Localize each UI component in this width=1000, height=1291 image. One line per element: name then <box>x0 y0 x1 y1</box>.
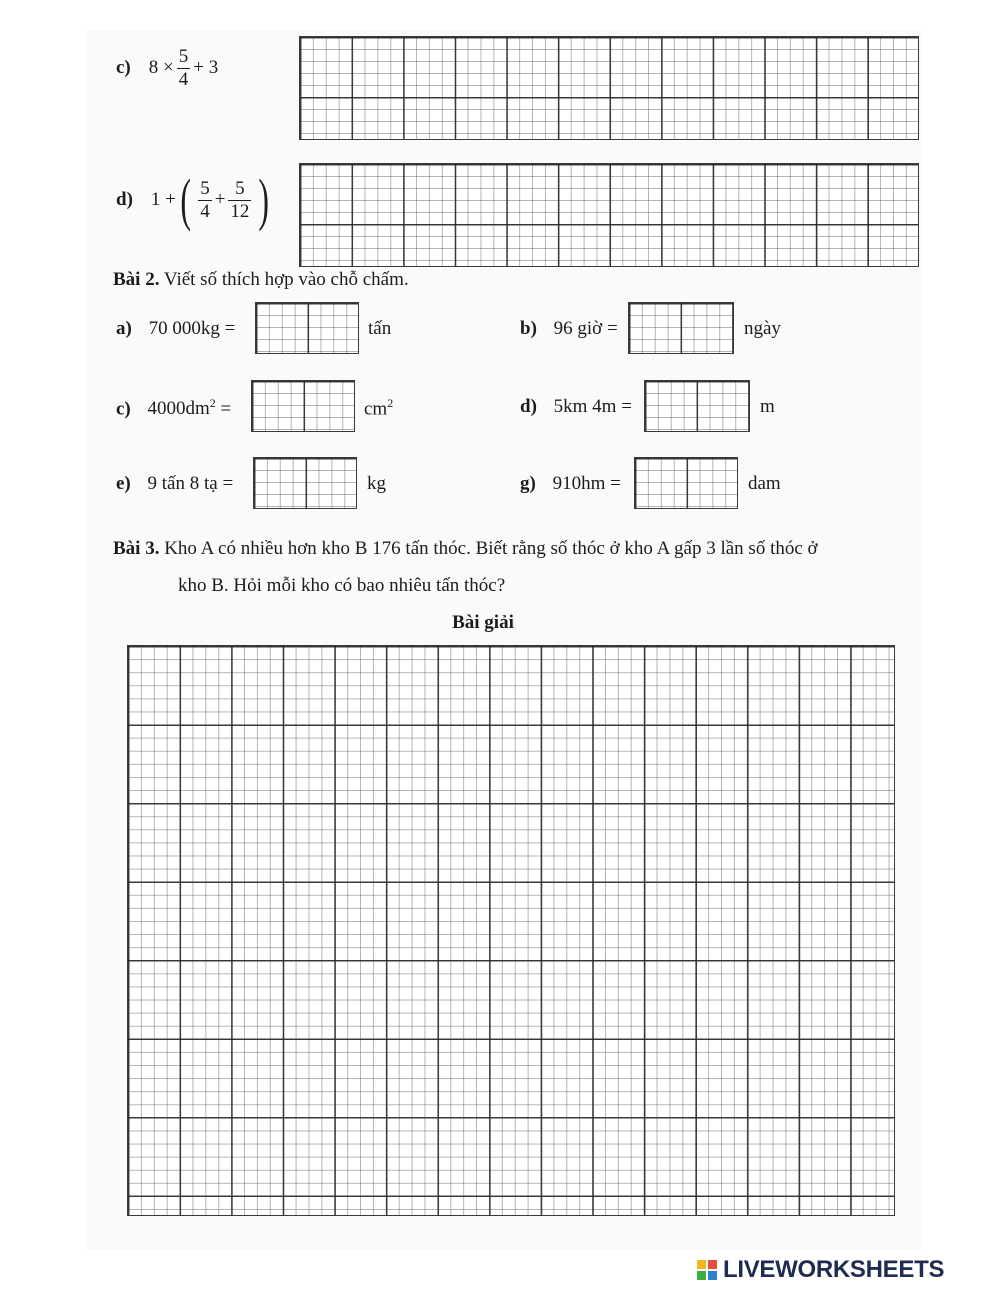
exercise-2-number: Bài 2. <box>113 269 160 290</box>
exercise-1d-expression <box>116 164 274 236</box>
unit-label: dam <box>748 473 781 494</box>
conversion-expression: 910hm = <box>552 473 621 494</box>
exercise-2a <box>116 318 235 340</box>
conversion-expression: 96 giờ = <box>553 318 618 339</box>
item-label: g) <box>520 473 536 494</box>
answer-grid-1d[interactable] <box>299 163 919 267</box>
exercise-2d <box>520 396 632 418</box>
expr-lead: 1 + <box>150 189 176 210</box>
item-label: d) <box>116 189 133 210</box>
exponent: 2 <box>387 396 394 410</box>
item-label: b) <box>520 318 537 339</box>
solution-grid[interactable] <box>127 645 895 1216</box>
fraction-numerator: 5 <box>178 45 189 67</box>
exercise-2g <box>520 473 621 495</box>
unit-label <box>364 396 393 420</box>
exercise-2-instruction: Viết số thích hợp vào chỗ chấm. <box>159 269 409 290</box>
conversion-expression: 5km 4m = <box>553 396 632 417</box>
exercise-3-line-1 <box>113 538 818 560</box>
exponent: 2 <box>209 396 216 410</box>
fraction-denominator: 12 <box>230 200 250 222</box>
answer-box-2a[interactable] <box>255 302 359 354</box>
fraction-denominator: 4 <box>178 68 189 90</box>
item-label: e) <box>116 473 131 494</box>
left-paren: ( <box>180 167 191 232</box>
fraction-numerator: 5 <box>200 177 210 199</box>
exercise-3-number: Bài 3. <box>113 538 160 559</box>
fraction <box>228 178 251 223</box>
exercise-2b <box>520 318 618 340</box>
conversion-expression: 4000dm <box>147 398 210 420</box>
conversion-expression: 70 000kg = <box>148 318 236 339</box>
unit-label: ngày <box>744 318 781 339</box>
item-label: d) <box>520 396 537 417</box>
exercise-2c <box>116 396 231 420</box>
answer-box-2d[interactable] <box>644 380 750 432</box>
brand-name: LIVEWORKSHEETS <box>723 1256 945 1283</box>
answer-box-2g[interactable] <box>634 457 738 509</box>
liveworksheets-logo-icon <box>697 1260 717 1280</box>
exercise-3-problem-text: Kho A có nhiều hơn kho B 176 tấn thóc. Biết rằng số thóc ở kho A gấp 3 lần số thóc ở <box>159 538 818 559</box>
unit-label: tấn <box>368 318 392 339</box>
exercise-1c-expression <box>116 38 218 98</box>
answer-grid-1c[interactable] <box>299 36 919 140</box>
exercise-2-title <box>113 269 409 291</box>
conversion-expression: 9 tấn 8 tạ = <box>147 473 234 494</box>
fraction-numerator: 5 <box>228 178 251 201</box>
unit-label: kg <box>367 473 386 494</box>
right-paren: ) <box>258 167 270 232</box>
unit-text: cm <box>364 398 388 420</box>
fraction <box>177 46 191 91</box>
equals-sign: = <box>215 398 232 420</box>
item-label: c) <box>116 398 131 420</box>
solution-heading: Bài giải <box>452 612 514 633</box>
expr-tail: + 3 <box>193 57 219 78</box>
item-label: a) <box>116 318 132 339</box>
fraction-denominator: 4 <box>200 200 210 222</box>
unit-label: m <box>760 396 775 417</box>
liveworksheets-brand <box>697 1256 993 1284</box>
fraction <box>198 178 212 223</box>
expr-lead: 8 × <box>148 57 174 78</box>
exercise-2e <box>116 473 233 495</box>
answer-box-2e[interactable] <box>253 457 357 509</box>
exercise-3-line-2: kho B. Hỏi mỗi kho có bao nhiêu tấn thóc? <box>178 575 506 596</box>
answer-box-2c[interactable] <box>251 380 355 432</box>
answer-box-2b[interactable] <box>628 302 734 354</box>
expr-operator: + <box>214 189 226 210</box>
item-label: c) <box>116 57 131 78</box>
